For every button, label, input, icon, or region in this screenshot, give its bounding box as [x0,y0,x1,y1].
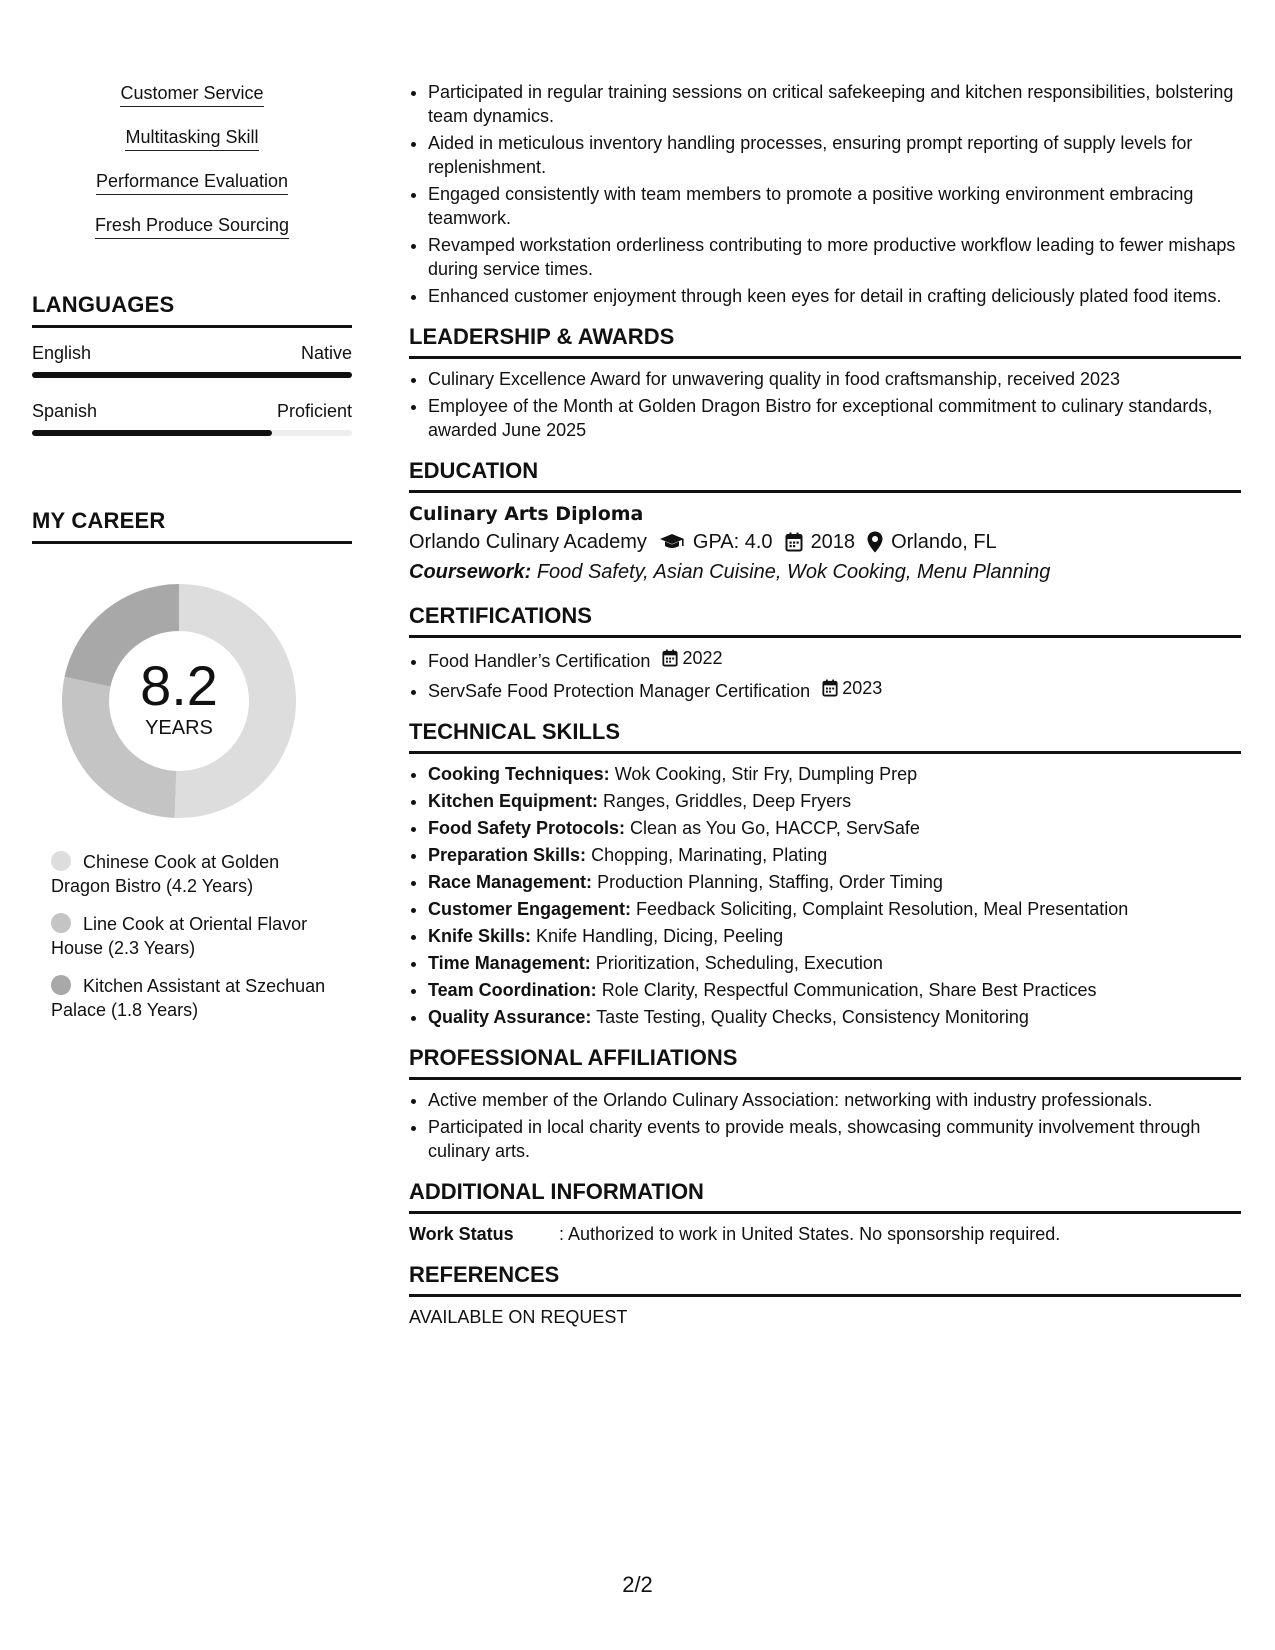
list-item: • Culinary Excellence Award for unwavering quality in food craftsmanship, received 2023 [428,367,1241,391]
skill-key: Time Management: [428,953,591,973]
skill-tag: Multitasking Skill [125,126,258,151]
skill-key: Cooking Techniques: [428,764,610,784]
list-item: • Active member of the Orlando Culinary Association: networking with industry professionals. [428,1088,1241,1112]
coursework [409,557,1241,587]
skill-value: Clean as You Go, HACCP, ServSafe [630,818,920,838]
list-item: • Engaged consistently with team members to promote a positive working environment embracing teamwork. [428,182,1241,230]
technical-skills-section [409,719,1241,1029]
awards-heading: LEADERSHIP & AWARDS [409,324,1241,359]
skill-key: Knife Skills: [428,926,532,946]
awards-section [409,324,1241,442]
list-item [428,789,1241,813]
certification-name: Food Handler’s Certification [428,651,651,671]
list-item [428,897,1241,921]
career-total-years: 8.2 [140,654,218,717]
skill-tag: Fresh Produce Sourcing [95,214,289,239]
right-column [409,80,1241,1329]
list-item [428,978,1241,1002]
page-number: 2/2 [622,1572,653,1597]
legend-dot [51,913,71,933]
education-details [409,527,1241,557]
work-status-row [409,1222,1241,1246]
skill-key: Food Safety Protocols: [428,818,626,838]
career-total-unit: YEARS [145,717,213,739]
legend-dot [51,975,71,995]
list-item [428,951,1241,975]
left-column [32,82,352,1036]
coursework-label: Coursework: [409,561,532,583]
calendar-icon [785,532,803,552]
skill-value: Taste Testing, Quality Checks, Consistency Monitoring [596,1007,1029,1027]
language-proficiency-fill [32,430,272,436]
skill-key: Race Management: [428,872,593,892]
references-text: AVAILABLE ON REQUEST [409,1307,628,1327]
calendar-icon [822,679,838,697]
skill-tag: Customer Service [120,82,263,107]
list-item [428,646,1241,673]
language-item [32,400,352,436]
work-status-value: : Authorized to work in United States. No sponsorship required. [559,1224,1061,1244]
list-item [428,762,1241,786]
language-proficiency-bar [32,430,352,436]
list-item: • Participated in local charity events to provide meals, showcasing community involvement through culinary arts. [428,1115,1241,1163]
technical-skills-heading: TECHNICAL SKILLS [409,719,1241,754]
skill-key: Quality Assurance: [428,1007,592,1027]
additional-info-section [409,1179,1241,1246]
language-name: Spanish [32,401,98,421]
list-item: • Revamped workstation orderliness contributing to more productive workflow leading to fewer mishaps during service times. [428,233,1241,281]
language-proficiency-bar [32,372,352,378]
references-section [409,1262,1241,1329]
certification-name: ServSafe Food Protection Manager Certification [428,681,811,701]
affiliations-section [409,1045,1241,1163]
certifications-heading: CERTIFICATIONS [409,603,1241,638]
work-status-label: Work Status [409,1224,514,1244]
list-item [428,816,1241,840]
legend-dot [51,851,71,871]
language-item [32,342,352,378]
map-pin-icon [867,531,883,553]
language-level: Native [300,343,352,363]
list-item [428,843,1241,867]
list-item [428,870,1241,894]
school-name: Orlando Culinary Academy [409,531,647,553]
certification-year: 2022 [682,648,723,668]
language-level: Proficient [276,401,352,421]
career-legend [51,850,341,1022]
skill-tag: Performance Evaluation [96,170,288,195]
legend-item [51,974,341,1022]
skill-value: Prioritization, Scheduling, Execution [595,953,883,973]
language-name: English [32,343,92,363]
list-item: • Employee of the Month at Golden Dragon Bistro for exceptional commitment to culinary standards, awarded June 2025 [428,394,1241,442]
languages-heading: LANGUAGES [32,292,352,328]
list-item: • Enhanced customer enjoyment through keen eyes for detail in crafting deliciously plated food items. [428,284,1241,308]
skill-key: Team Coordination: [428,980,597,1000]
skill-key: Preparation Skills: [428,845,587,865]
list-item: • Participated in regular training sessions on critical safekeeping and kitchen responsibilities, bolstering team dynamics. [428,80,1241,128]
legend-label: Kitchen Assistant at Szechuan Palace (1.8 Years) [51,976,326,1020]
donut-center [56,578,302,824]
list-item [428,924,1241,948]
references-heading: REFERENCES [409,1262,1241,1297]
skill-value: Chopping, Marinating, Plating [591,845,828,865]
legend-item [51,912,341,960]
skill-value: Production Planning, Staffing, Order Timing [597,872,943,892]
degree-title: Culinary Arts Diploma [409,503,644,525]
graduation-year: 2018 [810,531,856,553]
education-section [409,458,1241,587]
list-item: • Aided in meticulous inventory handling processes, ensuring prompt reporting of supply levels for replenishment. [428,131,1241,179]
skill-value: Ranges, Griddles, Deep Fryers [603,791,852,811]
skill-value: Knife Handling, Dicing, Peeling [536,926,784,946]
list-item [428,1005,1241,1029]
graduation-cap-icon [659,533,685,551]
school-location: Orlando, FL [891,531,997,553]
skill-value: Wok Cooking, Stir Fry, Dumpling Prep [614,764,918,784]
list-item [428,676,1241,703]
skill-key: Kitchen Equipment: [428,791,598,811]
additional-info-heading: ADDITIONAL INFORMATION [409,1179,1241,1214]
career-donut-chart [56,578,302,824]
calendar-icon [662,649,678,667]
skill-tags [32,82,352,258]
skill-value: Feedback Soliciting, Complaint Resolution, Meal Presentation [636,899,1129,919]
legend-item [51,850,341,898]
skill-key: Customer Engagement: [428,899,632,919]
language-proficiency-fill [32,372,352,378]
affiliations-heading: PROFESSIONAL AFFILIATIONS [409,1045,1241,1080]
certification-year: 2023 [842,678,883,698]
experience-bullets [409,80,1241,308]
legend-label: Chinese Cook at Golden Dragon Bistro (4.2 Years) [51,852,280,896]
coursework-value: Food Safety, Asian Cuisine, Wok Cooking, Menu Planning [536,561,1051,583]
skill-value: Role Clarity, Respectful Communication, Share Best Practices [601,980,1097,1000]
certifications-section [409,603,1241,703]
career-heading: MY CAREER [32,508,352,544]
education-heading: EDUCATION [409,458,1241,493]
gpa: GPA: 4.0 [692,531,773,553]
legend-label: Line Cook at Oriental Flavor House (2.3 Years) [51,914,308,958]
